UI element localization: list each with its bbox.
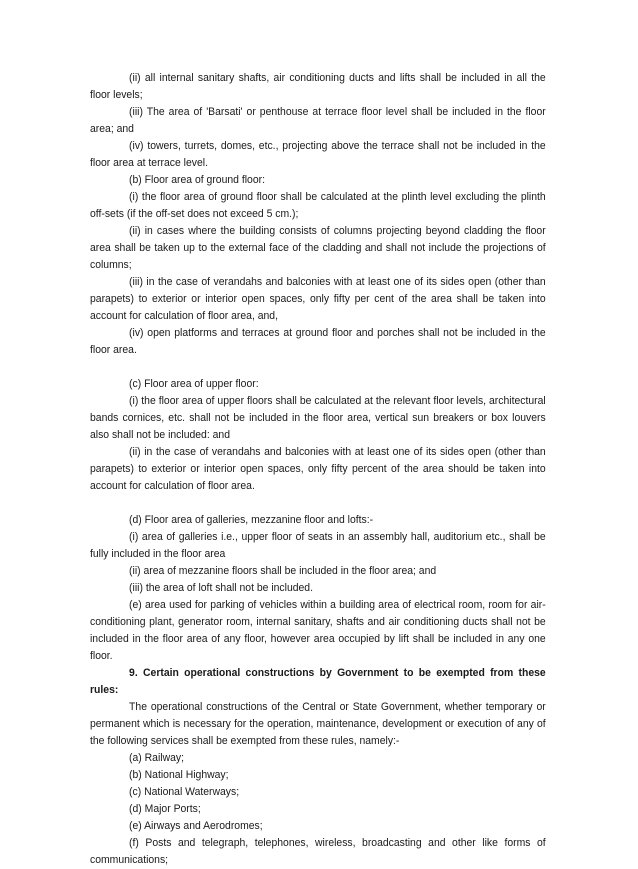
list-item-highway: (b) National Highway; (129, 769, 229, 781)
list-item-railway: (a) Railway; (129, 752, 184, 764)
heading-d-galleries: (d) Floor area of galleries, mezzanine floor and lofts:- (129, 514, 374, 526)
section-9-heading: 9. Certain operational constructions by Government to be exempted from these rules: (90, 667, 546, 696)
spacer (90, 359, 546, 376)
paragraph-2: (iii) The area of 'Barsati' or penthouse at terrace floor level shall be included in the floor area; and (90, 106, 546, 135)
paragraph-6: (ii) in cases where the building consists of columns projecting beyond cladding the floor area shall be taken up to the external face of the cladding and shall not include the projections of columns; (90, 225, 546, 271)
list-item-ports: (d) Major Ports; (129, 803, 201, 815)
list-item-waterways: (c) National Waterways; (129, 786, 240, 798)
paragraph-16: (ii) area of mezzanine floors shall be included in the floor area; and (129, 565, 437, 577)
spacer (90, 495, 546, 512)
paragraph-15: (i) area of galleries i.e., upper floor of seats in an assembly hall, auditorium etc., shall be fully included in the floor area (90, 531, 546, 560)
heading-c-upper-floor: (c) Floor area of upper floor: (129, 378, 259, 390)
heading-b-ground-floor: (b) Floor area of ground floor: (129, 174, 265, 186)
list-item-posts: (f) Posts and telegraph, telephones, wireless, broadcasting and other like forms of communications; (90, 837, 546, 866)
paragraph-12: (ii) in the case of verandahs and balconies with at least one of its sides open (other than parapets) to exterior or interior open spaces, only fifty percent of the area should be taken into account for calculation of floor area. (90, 446, 546, 492)
paragraph-18: (e) area used for parking of vehicles within a building area of electrical room, room for air-conditioning plant, generator room, internal sanitary, shafts and air conditioning ducts shall not be included in the floor area of any floor, however area occupied by lift shall be included in any one floor. (90, 599, 546, 662)
paragraph-5: (i) the floor area of ground floor shall be calculated at the plinth level excluding the plinth off-sets (if the off-set does not exceed 5 cm.); (90, 191, 546, 220)
paragraph-1: (ii) all internal sanitary shafts, air conditioning ducts and lifts shall be included in all the floor levels; (90, 72, 546, 101)
document-page (90, 70, 546, 869)
paragraph-3: (iv) towers, turrets, domes, etc., projecting above the terrace shall not be included in the floor area at terrace level. (90, 140, 546, 169)
paragraph-7: (iii) in the case of verandahs and balconies with at least one of its sides open (other than parapets) to exterior or interior open spaces, only fifty per cent of the area shall be taken into account for calculation of floor area, and, (90, 276, 546, 322)
paragraph-11: (i) the floor area of upper floors shall be calculated at the relevant floor levels, architectural bands cornices, etc. shall not be included in the floor area, vertical sun breakers or box louvers also shall not be included: and (90, 395, 546, 441)
paragraph-8: (iv) open platforms and terraces at ground floor and porches shall not be included in the floor area. (90, 327, 546, 356)
paragraph-17: (iii) the area of loft shall not be included. (129, 582, 313, 594)
paragraph-20: The operational constructions of the Central or State Government, whether temporary or permanent which is necessary for the operation, maintenance, development or execution of any of the following services shall be exempted from these rules, namely:- (90, 701, 546, 747)
list-item-airways: (e) Airways and Aerodromes; (129, 820, 263, 832)
